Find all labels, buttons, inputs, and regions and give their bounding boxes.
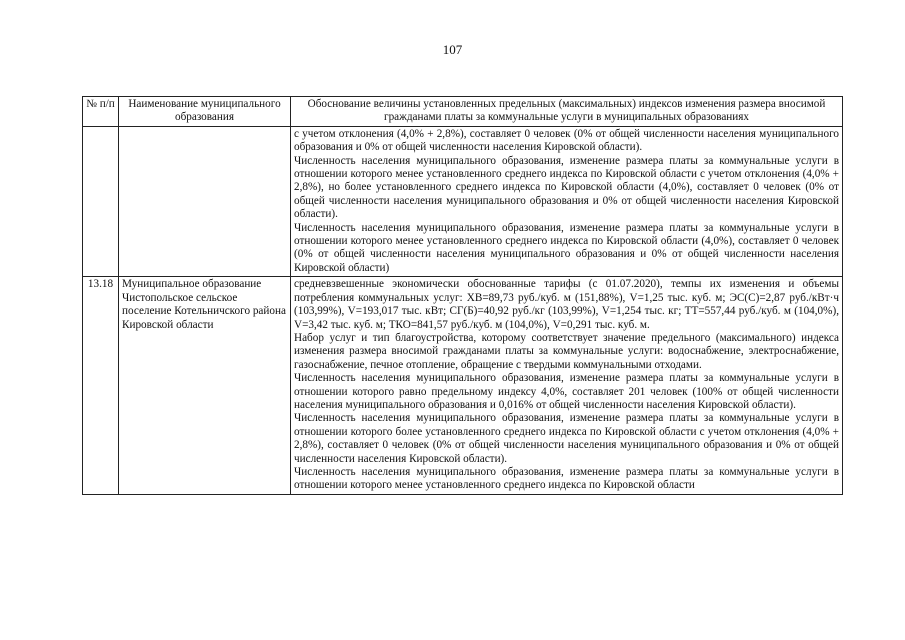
header-num: № п/п [83, 97, 119, 127]
justification-paragraph: Численность населения муниципального образования, изменение размера платы за коммунальные услуги в отношении которого менее установленного среднего индекса по Кировской области [294, 465, 839, 492]
table-row-13-18 [83, 277, 843, 495]
justification-paragraph: средневзвешенные экономически обоснованные тарифы (с 01.07.2020), темпы их изменения и объемы потребления коммунальных услуг: ХВ=89,73 руб./куб. м (151,88%), V=1,25 тыс. куб. м; ЭС(С)=2,87 руб./кВт·ч (103,99%), V=193,017 тыс. кВт; СГ(Б)=40,92 руб./кг (103,99%), V=1,254 тыс. кг; ТТ=557,44 руб./куб. м (104,0%), V=3,42 тыс. куб. м; ТКО=841,57 руб./куб. м (104,0%), V=0,291 тыс. куб. м. [294, 278, 839, 331]
header-justification: Обоснование величины установленных предельных (максимальных) индексов изменения размера вносимой гражданами платы за коммунальные услуги в муниципальных образованиях [291, 97, 843, 127]
row-num: 13.18 [83, 277, 119, 495]
justification-paragraph: Численность населения муниципального образования, изменение размера платы за коммунальные услуги в отношении которого более установленного среднего индекса по Кировской области с учетом отклонения (4,0% + 2,8%), составляет 0 человек (0% от общей численности населения муниципального образования и 0% от общей численности населения Кировской области). [294, 412, 839, 465]
row-justification [291, 126, 843, 276]
row-name: Муниципальное образование Чистопольское сельское поселение Котельничского района Кировской области [119, 277, 291, 495]
row-name [119, 126, 291, 276]
row-num [83, 126, 119, 276]
justification-paragraph: Численность населения муниципального образования, изменение размера платы за коммунальные услуги в отношении которого менее установленного среднего индекса по Кировской области с учетом отклонения (4,0% + 2,8%), но более установленного среднего индекса по Кировской области (4,0%), составляет 0 человек (0% от общей численности населения муниципального образования и 0% от общей численности населения Кировской области). [294, 154, 839, 221]
table-row-continuation [83, 126, 843, 276]
table-header-row [83, 97, 843, 127]
row-justification [291, 277, 843, 495]
justification-paragraph: Численность населения муниципального образования, изменение размера платы за коммунальные услуги в отношении которого равно предельному индексу 4,0%, составляет 201 человек (100% от общей численности населения муниципального образования и 0,016% от общей численности населения Кировской области). [294, 372, 839, 411]
page-number: 107 [442, 42, 463, 57]
header-name: Наименование муниципального образования [119, 97, 291, 127]
tariff-justification-table [82, 96, 843, 495]
justification-paragraph: Численность населения муниципального образования, изменение размера платы за коммунальные услуги в отношении которого менее установленного среднего индекса по Кировской области (4,0%), составляет 0 человек (0% от общей численности населения муниципального образования и 0% от общей численности населения Кировской области) [294, 221, 839, 274]
justification-paragraph: Набор услуг и тип благоустройства, которому соответствует значение предельного (максимального) индекса изменения размера вносимой гражданами платы за коммунальные услуги: водоснабжение, электроснабжение, газоснабжение, печное отопление, обращение с твердыми коммунальными отходами. [294, 331, 839, 371]
justification-paragraph: с учетом отклонения (4,0% + 2,8%), составляет 0 человек (0% от общей численности населения муниципального образования и 0% от общей численности населения Кировской области). [294, 127, 839, 154]
